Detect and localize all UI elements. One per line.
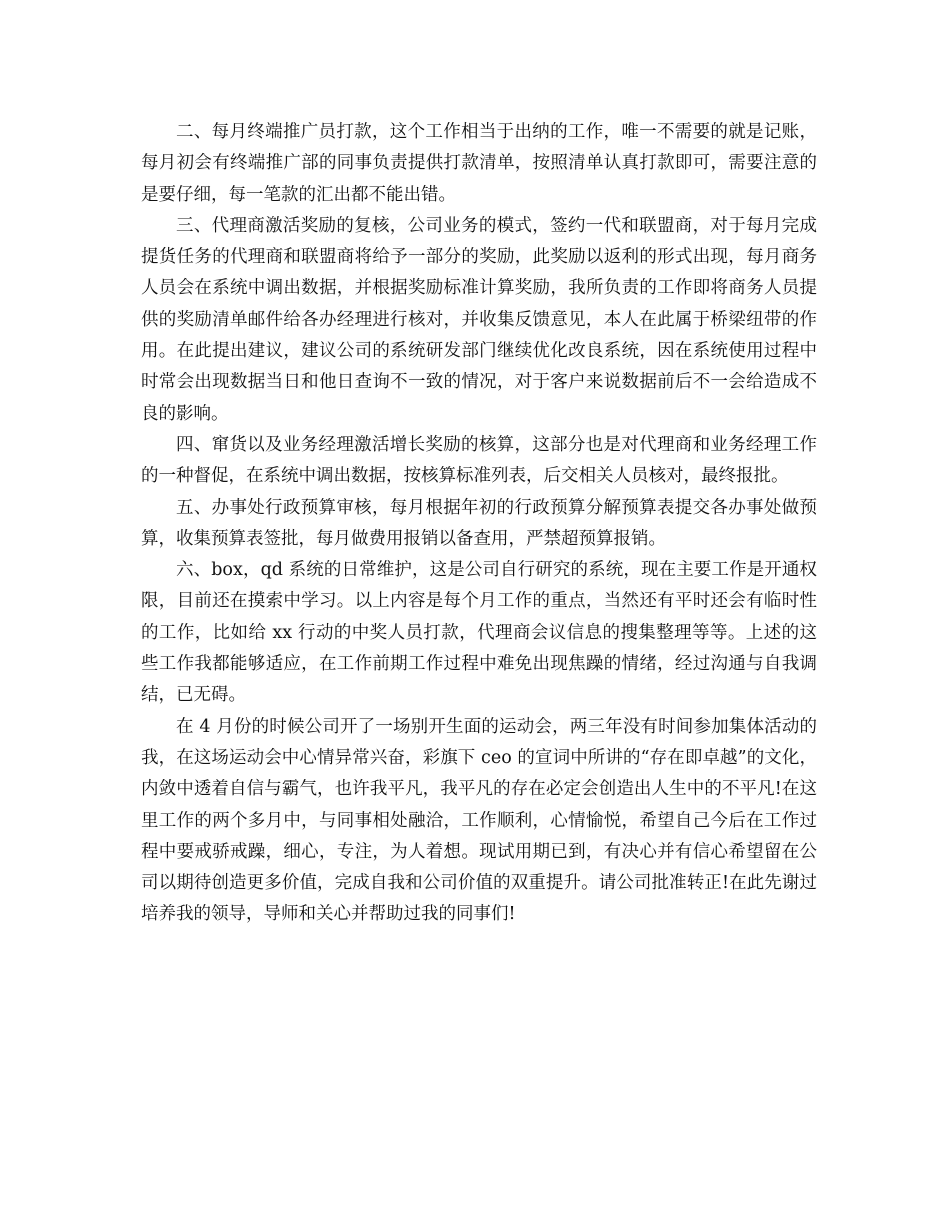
paragraph-budget-review: 五、办事处行政预算审核，每月根据年初的行政预算分解预算表提交各办事处做预算，收集预算表签批，每月做费用报销以备查用，严禁超预算报销。 xyxy=(141,497,817,549)
paragraph-incentive-accounting: 四、窜货以及业务经理激活增长奖励的核算，这部分也是对代理商和业务经理工作的一种督促，在系统中调出数据，按核算标准列表，后交相关人员核对，最终报批。 xyxy=(141,434,817,487)
paragraph-agent-reward-review: 三、代理商激活奖励的复核，公司业务的模式，签约一代和联盟商，对于每月完成提货任务的代理商和联盟商将给予一部分的奖励，此奖励以返利的形式出现，每月商务人员会在系统中调出数据，并根据奖励标准计算奖励，我所负责的工作即将商务人员提供的奖励清单邮件给各办经理进行核对，并收集反馈意见，本人在此属于桥梁纽带的作用。在此提出建议，建议公司的系统研发部门继续优化改良系统，因在系统使用过程中时常会出现数据当日和他日查询不一致的情况，对于客户来说数据前后不一会给造成不良的影响。 xyxy=(141,215,817,424)
paragraph-system-maintenance: 六、box，qd 系统的日常维护，这是公司自行研究的系统，现在主要工作是开通权限，目前还在摸索中学习。以上内容是每个月工作的重点，当然还有平时还会有临时性的工作，比如给 xx 行动的中奖人员打款，代理商会议信息的搜集整理等等。上述的这些工作我都能够适应，在工作前期工作过程中难免出现焦躁的情绪，经过沟通与自我调结，已无碍。 xyxy=(141,560,817,706)
paragraph-terminal-payment: 二、每月终端推广员打款，这个工作相当于出纳的工作，唯一不需要的就是记账，每月初会有终端推广部的同事负责提供打款清单，按照清单认真打款即可，需要注意的是要仔细，每一笔款的汇出都不能出错。 xyxy=(141,122,817,205)
paragraph-conclusion: 在 4 月份的时候公司开了一场别开生面的运动会，两三年没有时间参加集体活动的我，在这场运动会中心情异常兴奋，彩旗下 ceo 的宣词中所讲的“存在即卓越”的文化，内敛中透着自信与霸气，也许我平凡，我平凡的存在必定会创造出人生中的不平凡!在这里工作的两个多月中，与同事相处融洽，工作顺利，心情愉悦，希望自己今后在工作过程中要戒骄戒躁，细心，专注，为人着想。现试用期已到，有决心并有信心希望留在公司以期待创造更多价值，完成自我和公司价值的双重提升。请公司批准转正!在此先谢过培养我的领导，导师和关心并帮助过我的同事们! xyxy=(141,716,817,925)
document-page xyxy=(141,117,817,931)
